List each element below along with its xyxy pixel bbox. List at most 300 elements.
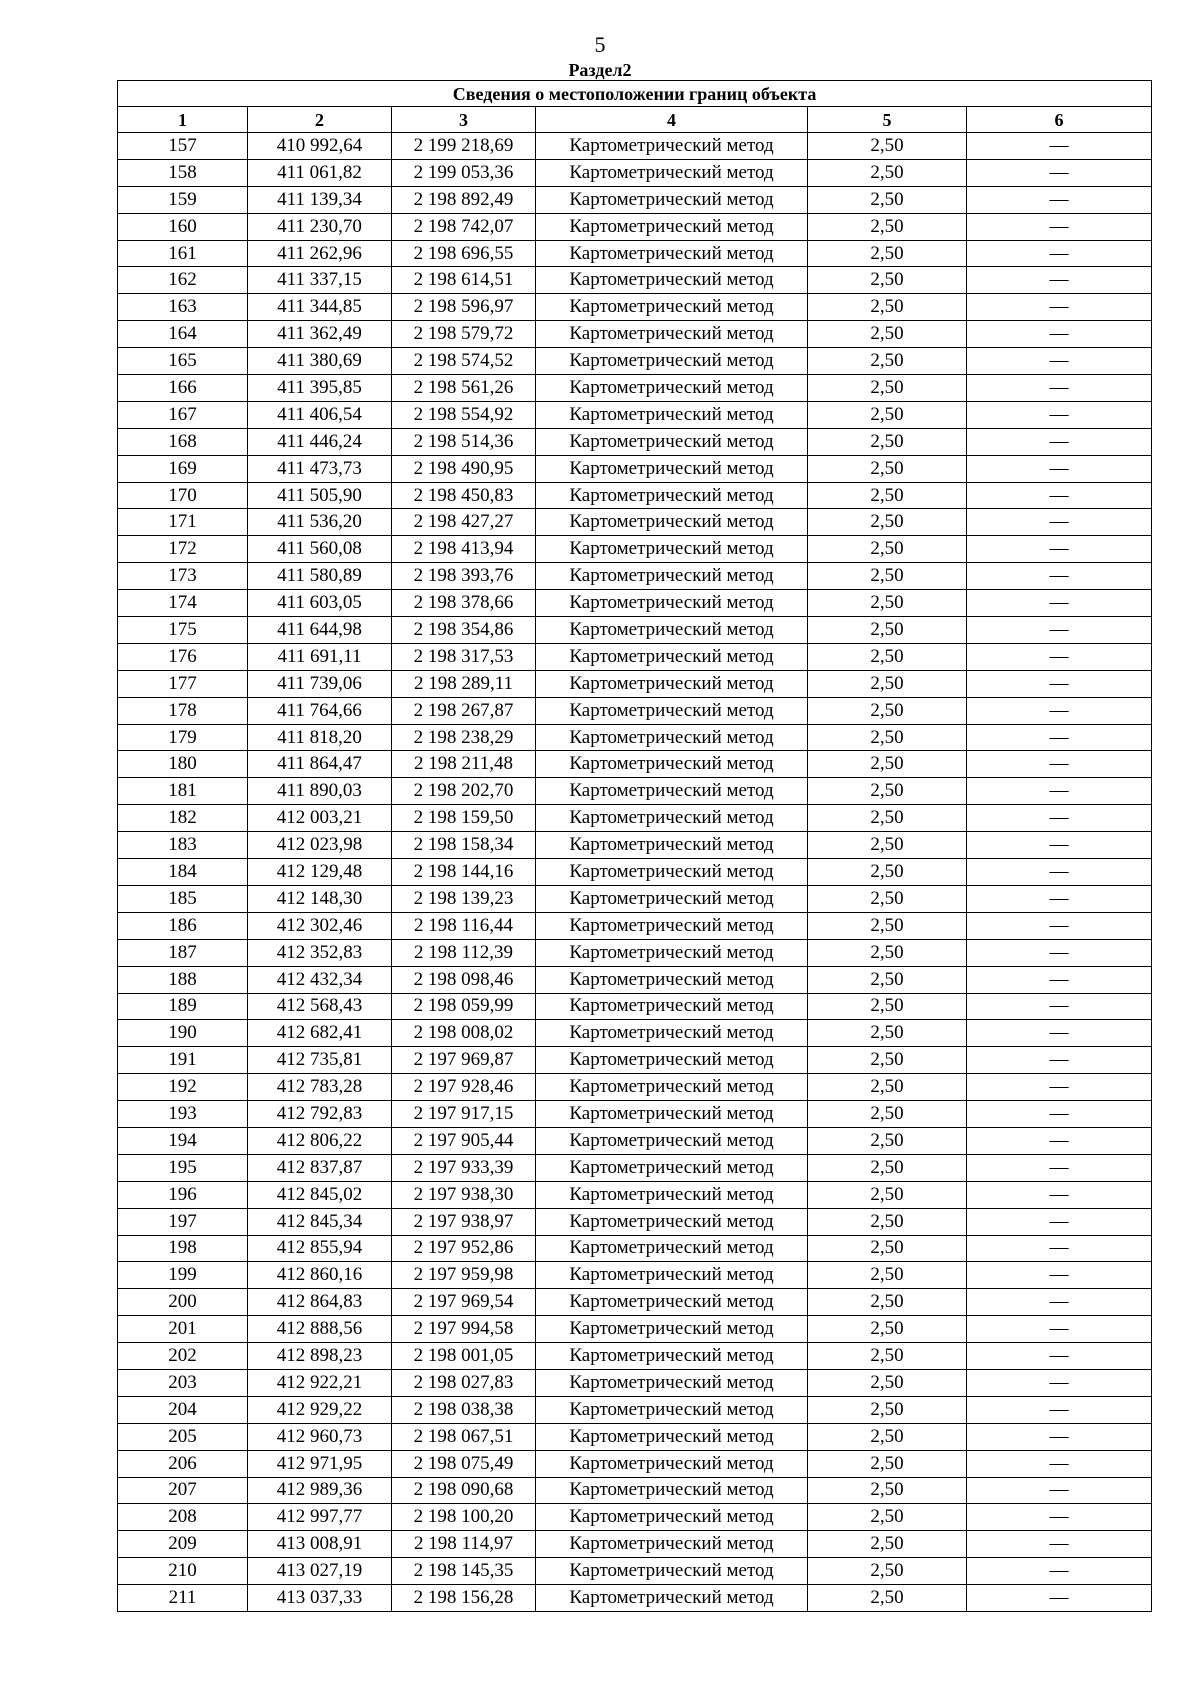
x-coordinate-cell: 410 992,64 bbox=[248, 133, 392, 160]
accuracy-cell: 2,50 bbox=[808, 1396, 967, 1423]
x-coordinate-cell: 411 473,73 bbox=[248, 455, 392, 482]
table-row bbox=[118, 1316, 1152, 1343]
y-coordinate-cell: 2 197 933,39 bbox=[392, 1154, 536, 1181]
point-number-cell: 196 bbox=[118, 1181, 248, 1208]
method-cell: Картометрический метод bbox=[536, 1181, 808, 1208]
y-coordinate-cell: 2 198 742,07 bbox=[392, 213, 536, 240]
y-coordinate-cell: 2 198 067,51 bbox=[392, 1423, 536, 1450]
y-coordinate-cell: 2 197 928,46 bbox=[392, 1074, 536, 1101]
point-number-cell: 188 bbox=[118, 966, 248, 993]
description-cell: — bbox=[967, 751, 1152, 778]
table-row bbox=[118, 1208, 1152, 1235]
accuracy-cell: 2,50 bbox=[808, 859, 967, 886]
x-coordinate-cell: 411 818,20 bbox=[248, 724, 392, 751]
accuracy-cell: 2,50 bbox=[808, 1504, 967, 1531]
accuracy-cell: 2,50 bbox=[808, 348, 967, 375]
method-cell: Картометрический метод bbox=[536, 267, 808, 294]
table-row bbox=[118, 1047, 1152, 1074]
table-row bbox=[118, 186, 1152, 213]
description-cell: — bbox=[967, 1531, 1152, 1558]
accuracy-cell: 2,50 bbox=[808, 1154, 967, 1181]
point-number-cell: 167 bbox=[118, 401, 248, 428]
accuracy-cell: 2,50 bbox=[808, 751, 967, 778]
table-row bbox=[118, 348, 1152, 375]
x-coordinate-cell: 412 806,22 bbox=[248, 1127, 392, 1154]
method-cell: Картометрический метод bbox=[536, 1020, 808, 1047]
table-row bbox=[118, 617, 1152, 644]
accuracy-cell: 2,50 bbox=[808, 912, 967, 939]
table-row bbox=[118, 240, 1152, 267]
accuracy-cell: 2,50 bbox=[808, 375, 967, 402]
table-row bbox=[118, 1020, 1152, 1047]
table-caption-row bbox=[118, 81, 1152, 107]
x-coordinate-cell: 412 352,83 bbox=[248, 939, 392, 966]
method-cell: Картометрический метод bbox=[536, 455, 808, 482]
y-coordinate-cell: 2 197 994,58 bbox=[392, 1316, 536, 1343]
y-coordinate-cell: 2 198 145,35 bbox=[392, 1558, 536, 1585]
y-coordinate-cell: 2 198 202,70 bbox=[392, 778, 536, 805]
description-cell: — bbox=[967, 1154, 1152, 1181]
method-cell: Картометрический метод bbox=[536, 724, 808, 751]
description-cell: — bbox=[967, 1343, 1152, 1370]
description-cell: — bbox=[967, 455, 1152, 482]
y-coordinate-cell: 2 198 696,55 bbox=[392, 240, 536, 267]
y-coordinate-cell: 2 197 905,44 bbox=[392, 1127, 536, 1154]
accuracy-cell: 2,50 bbox=[808, 832, 967, 859]
x-coordinate-cell: 411 536,20 bbox=[248, 509, 392, 536]
y-coordinate-cell: 2 198 892,49 bbox=[392, 186, 536, 213]
x-coordinate-cell: 412 971,95 bbox=[248, 1450, 392, 1477]
table-row bbox=[118, 1504, 1152, 1531]
table-row bbox=[118, 1262, 1152, 1289]
description-cell: — bbox=[967, 939, 1152, 966]
point-number-cell: 186 bbox=[118, 912, 248, 939]
x-coordinate-cell: 413 037,33 bbox=[248, 1585, 392, 1612]
table-row bbox=[118, 133, 1152, 160]
table-row bbox=[118, 159, 1152, 186]
point-number-cell: 172 bbox=[118, 536, 248, 563]
y-coordinate-cell: 2 198 211,48 bbox=[392, 751, 536, 778]
x-coordinate-cell: 412 568,43 bbox=[248, 993, 392, 1020]
description-cell: — bbox=[967, 670, 1152, 697]
point-number-cell: 192 bbox=[118, 1074, 248, 1101]
description-cell: — bbox=[967, 859, 1152, 886]
point-number-cell: 184 bbox=[118, 859, 248, 886]
column-number-row bbox=[118, 107, 1152, 133]
table-row bbox=[118, 267, 1152, 294]
description-cell: — bbox=[967, 1369, 1152, 1396]
y-coordinate-cell: 2 198 038,38 bbox=[392, 1396, 536, 1423]
method-cell: Картометрический метод bbox=[536, 536, 808, 563]
x-coordinate-cell: 412 023,98 bbox=[248, 832, 392, 859]
description-cell: — bbox=[967, 294, 1152, 321]
accuracy-cell: 2,50 bbox=[808, 993, 967, 1020]
method-cell: Картометрический метод bbox=[536, 670, 808, 697]
method-cell: Картометрический метод bbox=[536, 885, 808, 912]
description-cell: — bbox=[967, 617, 1152, 644]
y-coordinate-cell: 2 198 159,50 bbox=[392, 805, 536, 832]
description-cell: — bbox=[967, 1396, 1152, 1423]
description-cell: — bbox=[967, 1047, 1152, 1074]
description-cell: — bbox=[967, 966, 1152, 993]
y-coordinate-cell: 2 198 114,97 bbox=[392, 1531, 536, 1558]
table-row bbox=[118, 375, 1152, 402]
point-number-cell: 191 bbox=[118, 1047, 248, 1074]
x-coordinate-cell: 412 960,73 bbox=[248, 1423, 392, 1450]
description-cell: — bbox=[967, 1585, 1152, 1612]
point-number-cell: 165 bbox=[118, 348, 248, 375]
point-number-cell: 185 bbox=[118, 885, 248, 912]
method-cell: Картометрический метод bbox=[536, 186, 808, 213]
accuracy-cell: 2,50 bbox=[808, 482, 967, 509]
method-cell: Картометрический метод bbox=[536, 1585, 808, 1612]
description-cell: — bbox=[967, 509, 1152, 536]
table-row bbox=[118, 832, 1152, 859]
description-cell: — bbox=[967, 1101, 1152, 1128]
accuracy-cell: 2,50 bbox=[808, 643, 967, 670]
description-cell: — bbox=[967, 240, 1152, 267]
accuracy-cell: 2,50 bbox=[808, 1074, 967, 1101]
table-row bbox=[118, 1154, 1152, 1181]
x-coordinate-cell: 411 505,90 bbox=[248, 482, 392, 509]
method-cell: Картометрический метод bbox=[536, 1531, 808, 1558]
x-coordinate-cell: 412 003,21 bbox=[248, 805, 392, 832]
y-coordinate-cell: 2 198 317,53 bbox=[392, 643, 536, 670]
y-coordinate-cell: 2 198 027,83 bbox=[392, 1369, 536, 1396]
method-cell: Картометрический метод bbox=[536, 1262, 808, 1289]
x-coordinate-cell: 411 395,85 bbox=[248, 375, 392, 402]
x-coordinate-cell: 412 860,16 bbox=[248, 1262, 392, 1289]
method-cell: Картометрический метод bbox=[536, 1074, 808, 1101]
table-row bbox=[118, 1181, 1152, 1208]
method-cell: Картометрический метод bbox=[536, 859, 808, 886]
page-number: 5 bbox=[594, 32, 606, 57]
x-coordinate-cell: 411 560,08 bbox=[248, 536, 392, 563]
method-cell: Картометрический метод bbox=[536, 832, 808, 859]
description-cell: — bbox=[967, 912, 1152, 939]
point-number-cell: 159 bbox=[118, 186, 248, 213]
point-number-cell: 193 bbox=[118, 1101, 248, 1128]
accuracy-cell: 2,50 bbox=[808, 1316, 967, 1343]
y-coordinate-cell: 2 198 574,52 bbox=[392, 348, 536, 375]
accuracy-cell: 2,50 bbox=[808, 1101, 967, 1128]
description-cell: — bbox=[967, 885, 1152, 912]
y-coordinate-cell: 2 198 098,46 bbox=[392, 966, 536, 993]
x-coordinate-cell: 412 792,83 bbox=[248, 1101, 392, 1128]
column-header: 2 bbox=[248, 107, 392, 133]
table-row bbox=[118, 590, 1152, 617]
point-number-cell: 176 bbox=[118, 643, 248, 670]
description-cell: — bbox=[967, 1316, 1152, 1343]
method-cell: Картометрический метод bbox=[536, 401, 808, 428]
description-cell: — bbox=[967, 401, 1152, 428]
method-cell: Картометрический метод bbox=[536, 643, 808, 670]
description-cell: — bbox=[967, 563, 1152, 590]
accuracy-cell: 2,50 bbox=[808, 1208, 967, 1235]
x-coordinate-cell: 411 890,03 bbox=[248, 778, 392, 805]
table-row bbox=[118, 993, 1152, 1020]
table-row bbox=[118, 213, 1152, 240]
accuracy-cell: 2,50 bbox=[808, 563, 967, 590]
method-cell: Картометрический метод bbox=[536, 321, 808, 348]
accuracy-cell: 2,50 bbox=[808, 1047, 967, 1074]
accuracy-cell: 2,50 bbox=[808, 401, 967, 428]
table-row bbox=[118, 509, 1152, 536]
x-coordinate-cell: 412 302,46 bbox=[248, 912, 392, 939]
point-number-cell: 183 bbox=[118, 832, 248, 859]
description-cell: — bbox=[967, 1504, 1152, 1531]
description-cell: — bbox=[967, 778, 1152, 805]
description-cell: — bbox=[967, 1181, 1152, 1208]
point-number-cell: 204 bbox=[118, 1396, 248, 1423]
x-coordinate-cell: 412 837,87 bbox=[248, 1154, 392, 1181]
accuracy-cell: 2,50 bbox=[808, 778, 967, 805]
description-cell: — bbox=[967, 133, 1152, 160]
x-coordinate-cell: 412 888,56 bbox=[248, 1316, 392, 1343]
point-number-cell: 210 bbox=[118, 1558, 248, 1585]
column-header: 1 bbox=[118, 107, 248, 133]
point-number-cell: 164 bbox=[118, 321, 248, 348]
column-header: 3 bbox=[392, 107, 536, 133]
method-cell: Картометрический метод bbox=[536, 993, 808, 1020]
x-coordinate-cell: 411 580,89 bbox=[248, 563, 392, 590]
y-coordinate-cell: 2 197 952,86 bbox=[392, 1235, 536, 1262]
y-coordinate-cell: 2 198 378,66 bbox=[392, 590, 536, 617]
method-cell: Картометрический метод bbox=[536, 1423, 808, 1450]
y-coordinate-cell: 2 198 090,68 bbox=[392, 1477, 536, 1504]
table-row bbox=[118, 1423, 1152, 1450]
description-cell: — bbox=[967, 1423, 1152, 1450]
point-number-cell: 158 bbox=[118, 159, 248, 186]
method-cell: Картометрический метод bbox=[536, 482, 808, 509]
table-caption: Сведения о местоположении границ объекта bbox=[118, 81, 1152, 107]
y-coordinate-cell: 2 198 238,29 bbox=[392, 724, 536, 751]
accuracy-cell: 2,50 bbox=[808, 966, 967, 993]
point-number-cell: 182 bbox=[118, 805, 248, 832]
x-coordinate-cell: 412 864,83 bbox=[248, 1289, 392, 1316]
method-cell: Картометрический метод bbox=[536, 778, 808, 805]
accuracy-cell: 2,50 bbox=[808, 724, 967, 751]
accuracy-cell: 2,50 bbox=[808, 213, 967, 240]
y-coordinate-cell: 2 198 354,86 bbox=[392, 617, 536, 644]
x-coordinate-cell: 412 898,23 bbox=[248, 1343, 392, 1370]
method-cell: Картометрический метод bbox=[536, 1101, 808, 1128]
y-coordinate-cell: 2 198 144,16 bbox=[392, 859, 536, 886]
accuracy-cell: 2,50 bbox=[808, 670, 967, 697]
description-cell: — bbox=[967, 1289, 1152, 1316]
x-coordinate-cell: 412 432,34 bbox=[248, 966, 392, 993]
point-number-cell: 197 bbox=[118, 1208, 248, 1235]
y-coordinate-cell: 2 198 554,92 bbox=[392, 401, 536, 428]
description-cell: — bbox=[967, 832, 1152, 859]
point-number-cell: 168 bbox=[118, 428, 248, 455]
description-cell: — bbox=[967, 1477, 1152, 1504]
description-cell: — bbox=[967, 1235, 1152, 1262]
x-coordinate-cell: 413 008,91 bbox=[248, 1531, 392, 1558]
point-number-cell: 180 bbox=[118, 751, 248, 778]
description-cell: — bbox=[967, 321, 1152, 348]
method-cell: Картометрический метод bbox=[536, 1477, 808, 1504]
method-cell: Картометрический метод bbox=[536, 1316, 808, 1343]
table-row bbox=[118, 966, 1152, 993]
method-cell: Картометрический метод bbox=[536, 375, 808, 402]
table-row bbox=[118, 1369, 1152, 1396]
x-coordinate-cell: 411 864,47 bbox=[248, 751, 392, 778]
point-number-cell: 178 bbox=[118, 697, 248, 724]
table-body bbox=[118, 133, 1152, 1612]
point-number-cell: 199 bbox=[118, 1262, 248, 1289]
description-cell: — bbox=[967, 375, 1152, 402]
y-coordinate-cell: 2 198 289,11 bbox=[392, 670, 536, 697]
description-cell: — bbox=[967, 1127, 1152, 1154]
y-coordinate-cell: 2 198 393,76 bbox=[392, 563, 536, 590]
x-coordinate-cell: 412 997,77 bbox=[248, 1504, 392, 1531]
x-coordinate-cell: 412 845,34 bbox=[248, 1208, 392, 1235]
x-coordinate-cell: 411 644,98 bbox=[248, 617, 392, 644]
x-coordinate-cell: 412 129,48 bbox=[248, 859, 392, 886]
accuracy-cell: 2,50 bbox=[808, 509, 967, 536]
description-cell: — bbox=[967, 186, 1152, 213]
table-row bbox=[118, 1477, 1152, 1504]
y-coordinate-cell: 2 199 053,36 bbox=[392, 159, 536, 186]
x-coordinate-cell: 412 845,02 bbox=[248, 1181, 392, 1208]
y-coordinate-cell: 2 198 413,94 bbox=[392, 536, 536, 563]
method-cell: Картометрический метод bbox=[536, 563, 808, 590]
table-row bbox=[118, 670, 1152, 697]
description-cell: — bbox=[967, 348, 1152, 375]
table-row bbox=[118, 1127, 1152, 1154]
accuracy-cell: 2,50 bbox=[808, 590, 967, 617]
table-row bbox=[118, 805, 1152, 832]
x-coordinate-cell: 411 139,34 bbox=[248, 186, 392, 213]
point-number-cell: 189 bbox=[118, 993, 248, 1020]
table-row bbox=[118, 401, 1152, 428]
description-cell: — bbox=[967, 1450, 1152, 1477]
method-cell: Картометрический метод bbox=[536, 1208, 808, 1235]
description-cell: — bbox=[967, 213, 1152, 240]
accuracy-cell: 2,50 bbox=[808, 697, 967, 724]
column-header: 4 bbox=[536, 107, 808, 133]
x-coordinate-cell: 411 603,05 bbox=[248, 590, 392, 617]
accuracy-cell: 2,50 bbox=[808, 617, 967, 644]
table-row bbox=[118, 859, 1152, 886]
point-number-cell: 203 bbox=[118, 1369, 248, 1396]
table-row bbox=[118, 1289, 1152, 1316]
x-coordinate-cell: 412 929,22 bbox=[248, 1396, 392, 1423]
description-cell: — bbox=[967, 482, 1152, 509]
accuracy-cell: 2,50 bbox=[808, 294, 967, 321]
point-number-cell: 179 bbox=[118, 724, 248, 751]
point-number-cell: 161 bbox=[118, 240, 248, 267]
method-cell: Картометрический метод bbox=[536, 751, 808, 778]
method-cell: Картометрический метод bbox=[536, 1558, 808, 1585]
method-cell: Картометрический метод bbox=[536, 1127, 808, 1154]
accuracy-cell: 2,50 bbox=[808, 321, 967, 348]
point-number-cell: 169 bbox=[118, 455, 248, 482]
y-coordinate-cell: 2 197 938,97 bbox=[392, 1208, 536, 1235]
y-coordinate-cell: 2 198 267,87 bbox=[392, 697, 536, 724]
y-coordinate-cell: 2 197 959,98 bbox=[392, 1262, 536, 1289]
x-coordinate-cell: 411 337,15 bbox=[248, 267, 392, 294]
accuracy-cell: 2,50 bbox=[808, 885, 967, 912]
method-cell: Картометрический метод bbox=[536, 509, 808, 536]
method-cell: Картометрический метод bbox=[536, 617, 808, 644]
description-cell: — bbox=[967, 1558, 1152, 1585]
y-coordinate-cell: 2 198 008,02 bbox=[392, 1020, 536, 1047]
accuracy-cell: 2,50 bbox=[808, 186, 967, 213]
method-cell: Картометрический метод bbox=[536, 1369, 808, 1396]
y-coordinate-cell: 2 198 427,27 bbox=[392, 509, 536, 536]
x-coordinate-cell: 412 783,28 bbox=[248, 1074, 392, 1101]
table-row bbox=[118, 482, 1152, 509]
point-number-cell: 160 bbox=[118, 213, 248, 240]
table-row bbox=[118, 939, 1152, 966]
point-number-cell: 174 bbox=[118, 590, 248, 617]
method-cell: Картометрический метод bbox=[536, 1235, 808, 1262]
method-cell: Картометрический метод bbox=[536, 590, 808, 617]
description-cell: — bbox=[967, 159, 1152, 186]
accuracy-cell: 2,50 bbox=[808, 1423, 967, 1450]
y-coordinate-cell: 2 198 116,44 bbox=[392, 912, 536, 939]
table-row bbox=[118, 563, 1152, 590]
accuracy-cell: 2,50 bbox=[808, 1450, 967, 1477]
y-coordinate-cell: 2 198 112,39 bbox=[392, 939, 536, 966]
y-coordinate-cell: 2 198 579,72 bbox=[392, 321, 536, 348]
x-coordinate-cell: 411 061,82 bbox=[248, 159, 392, 186]
accuracy-cell: 2,50 bbox=[808, 240, 967, 267]
x-coordinate-cell: 411 380,69 bbox=[248, 348, 392, 375]
method-cell: Картометрический метод bbox=[536, 805, 808, 832]
method-cell: Картометрический метод bbox=[536, 1343, 808, 1370]
accuracy-cell: 2,50 bbox=[808, 1020, 967, 1047]
method-cell: Картометрический метод bbox=[536, 1047, 808, 1074]
description-cell: — bbox=[967, 1074, 1152, 1101]
accuracy-cell: 2,50 bbox=[808, 1585, 967, 1612]
point-number-cell: 166 bbox=[118, 375, 248, 402]
method-cell: Картометрический метод bbox=[536, 348, 808, 375]
section-title: Раздел2 bbox=[568, 60, 632, 80]
x-coordinate-cell: 412 148,30 bbox=[248, 885, 392, 912]
x-coordinate-cell: 411 446,24 bbox=[248, 428, 392, 455]
description-cell: — bbox=[967, 697, 1152, 724]
accuracy-cell: 2,50 bbox=[808, 1289, 967, 1316]
y-coordinate-cell: 2 197 969,87 bbox=[392, 1047, 536, 1074]
table-row bbox=[118, 1235, 1152, 1262]
method-cell: Картометрический метод bbox=[536, 1450, 808, 1477]
y-coordinate-cell: 2 198 490,95 bbox=[392, 455, 536, 482]
table-row bbox=[118, 536, 1152, 563]
point-number-cell: 209 bbox=[118, 1531, 248, 1558]
point-number-cell: 208 bbox=[118, 1504, 248, 1531]
table-header bbox=[118, 81, 1152, 133]
y-coordinate-cell: 2 198 139,23 bbox=[392, 885, 536, 912]
description-cell: — bbox=[967, 1262, 1152, 1289]
table-row bbox=[118, 1074, 1152, 1101]
y-coordinate-cell: 2 198 100,20 bbox=[392, 1504, 536, 1531]
description-cell: — bbox=[967, 1208, 1152, 1235]
point-number-cell: 207 bbox=[118, 1477, 248, 1504]
accuracy-cell: 2,50 bbox=[808, 1558, 967, 1585]
y-coordinate-cell: 2 198 001,05 bbox=[392, 1343, 536, 1370]
x-coordinate-cell: 413 027,19 bbox=[248, 1558, 392, 1585]
table-row bbox=[118, 885, 1152, 912]
x-coordinate-cell: 411 362,49 bbox=[248, 321, 392, 348]
description-cell: — bbox=[967, 428, 1152, 455]
accuracy-cell: 2,50 bbox=[808, 1343, 967, 1370]
accuracy-cell: 2,50 bbox=[808, 1369, 967, 1396]
x-coordinate-cell: 412 989,36 bbox=[248, 1477, 392, 1504]
point-number-cell: 162 bbox=[118, 267, 248, 294]
